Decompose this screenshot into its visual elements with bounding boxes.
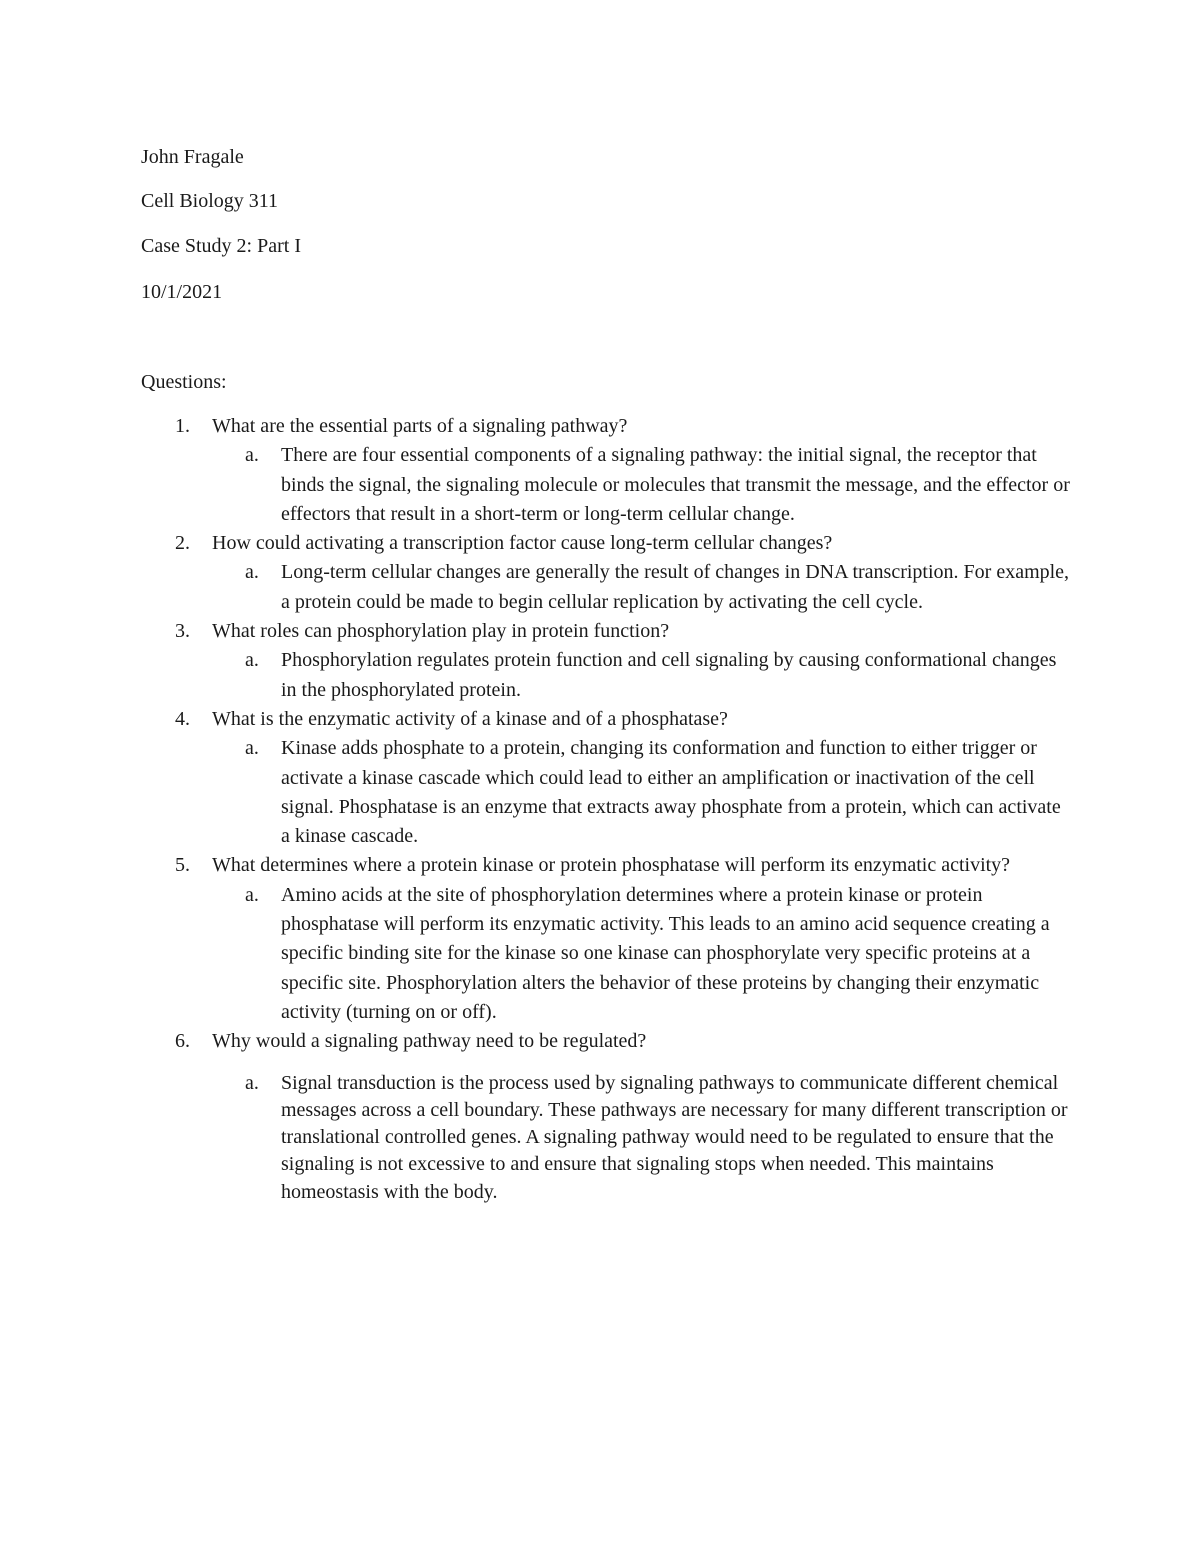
assignment-title: Case Study 2: Part I <box>141 235 301 257</box>
answer-text: Long-term cellular changes are generally the result of changes in DNA transcription. For example, a protein could be made to begin cellular replication by activating the cell cycle. <box>281 561 1070 613</box>
question-text: How could activating a transcription factor cause long-term cellular changes? <box>212 532 833 555</box>
answer-text: Signal transduction is the process used by signaling pathways to communicate different chemical messages across a cell boundary. These pathways are necessary for many different transcription or translational controlled genes. A signaling pathway would need to be regulated to ensure that the signaling is not excessive to and ensure that signaling stops when needed. This maintains homeostasis with the body. <box>281 1071 1068 1203</box>
answer-letter: a. <box>245 444 259 467</box>
answer-text: There are four essential components of a signaling pathway: the initial signal, the receptor that binds the signal, the signaling molecule or molecules that transmit the message, and the effector or effectors that result in a short-term or long-term cellular change. <box>281 444 1070 525</box>
answer-item <box>141 558 1071 617</box>
question-text: What roles can phosphorylation play in protein function? <box>212 620 670 643</box>
question-number: 3. <box>175 620 190 643</box>
answer-text: Amino acids at the site of phosphorylation determines where a protein kinase or protein phosphatase will perform its enzymatic activity. This leads to an amino acid sequence creating a specific binding site for the kinase so one kinase can phosphorylate very specific proteins at a specific site. Phosphorylation alters the behavior of these proteins by changing their enzymatic activity (turning on or off). <box>281 883 1050 1023</box>
question-number: 1. <box>175 415 190 437</box>
answer-item <box>141 441 1071 529</box>
question-item <box>141 851 1071 880</box>
question-text: What is the enzymatic activity of a kinase and of a phosphatase? <box>212 707 728 730</box>
answer-text: Kinase adds phosphate to a protein, changing its conformation and function to either trigger or activate a kinase cascade which could lead to either an amplification or inactivation of the cell signal. Phosphatase is an enzyme that extracts away phosphate from a protein, which can activate a kinase cascade. <box>281 737 1061 848</box>
author-name: John Fragale <box>141 146 244 168</box>
question-number: 2. <box>175 532 190 555</box>
answer-letter: a. <box>245 1071 259 1094</box>
answer-text: Phosphorylation regulates protein function and cell signaling by causing conformational changes in the phosphorylated protein. <box>281 649 1057 701</box>
question-text: What are the essential parts of a signaling pathway? <box>212 415 628 437</box>
question-number: 4. <box>175 707 190 730</box>
answer-item <box>141 1070 1071 1206</box>
answer-letter: a. <box>245 561 259 584</box>
question-text: What determines where a protein kinase or protein phosphatase will perform its enzymatic activity? <box>212 854 1011 877</box>
answer-item <box>141 881 1071 1027</box>
answer-letter: a. <box>245 737 259 760</box>
questions-heading: Questions: <box>141 371 227 393</box>
question-number: 6. <box>175 1030 190 1053</box>
question-item <box>141 412 1071 441</box>
question-item <box>141 617 1071 646</box>
answer-item <box>141 734 1071 851</box>
question-number: 5. <box>175 854 190 877</box>
question-text: Why would a signaling pathway need to be regulated? <box>212 1030 647 1053</box>
answer-letter: a. <box>245 883 259 906</box>
question-item <box>141 1027 1071 1056</box>
document-date: 10/1/2021 <box>141 281 223 303</box>
question-item <box>141 529 1071 558</box>
question-list <box>141 412 1071 1206</box>
course-name: Cell Biology 311 <box>141 190 279 212</box>
question-item <box>141 705 1071 734</box>
answer-item <box>141 646 1071 705</box>
answer-letter: a. <box>245 649 259 672</box>
